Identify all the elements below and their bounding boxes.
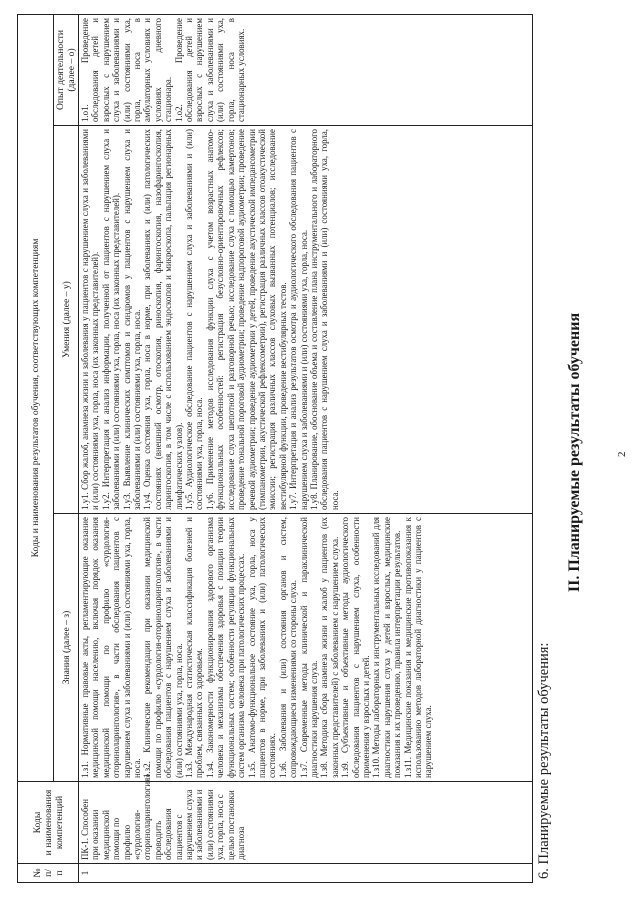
- knowledge-cell: [79, 514, 533, 782]
- header-num: № п/п: [18, 864, 79, 883]
- knowledge-item: 1.з7. Современные методы клинической и параклинической диагностики нарушения слуха.: [298, 517, 319, 778]
- experience-item: 1.о1. Проведение обследования детей и взрослых с нарушением слуха и заболеваниями и (или) состояниями уха, горла, носа в амбулаторных условиях и условиях дневного стационара.: [80, 18, 174, 122]
- learning-outcomes-table: [17, 14, 533, 883]
- knowledge-item: 1.з3. Международная статистическая классификация болезней и проблем, связанных со здоровьем.: [184, 517, 205, 778]
- skill-item: 1.у5. Аудиологическое обследование пациентов с нарушением слуха и заболеваниями и (или) состояниями уха, горла, носа.: [184, 129, 205, 510]
- main-title: II. Планируемые результаты обучения: [566, 312, 583, 593]
- skill-item: 1.у7. Интерпретация и анализ результатов осмотра и аудиологического обследования пациентов с нарушением слуха и заболеваниями и (или) состояниями уха, горла, носа.: [288, 129, 309, 510]
- knowledge-item: 1.з9. Субъективные и объективные методы аудиологического обследования пациентов с нарушением слуха, особенности применения у взрослых и детей.: [340, 517, 371, 778]
- skill-item: 1.у3. Выявление клинических симптомов и синдромов у пациентов с нарушением слуха и заболеваниями и (или) состояниями уха, горла, носа.: [121, 129, 143, 510]
- header-competence-code: Коды и наименования компетенций: [18, 782, 79, 864]
- section-title: 6. Планируемые результаты обучения:: [536, 642, 552, 879]
- knowledge-item: 1.з1. Нормативные правовые акты, регламентирующие оказание медицинской помощи населению, включая порядок оказания медицинской помощи по профилю «сурдология-оториноларингология», в части обследования пациентов с нарушением слуха и заболеваниями и (или) состояниями уха, горла, носа.: [80, 517, 143, 778]
- knowledge-item: 1.з6. Заболевания и (или) состояния органов и систем, сопровождающиеся изменениями со стороны слуха.: [277, 517, 299, 778]
- skill-item: 1.у6. Применение методов исследования функции слуха с учетом возрастных анатомо-функциональных особенностей: регистрация безусловно-ориентировочных рефлексов; исследование слуха шепотной и разговорной речью; исследование слуха с помощью камертонов; проведение тональной пороговой аудиометрии; проведение надпороговой аудиометрии; проведение речевой аудиометрии; проведение аудиометрии у детей, проведение акустической импедансометрии (тимпанометрии, акустической рефлексометрии), регистрация различных классов отоакустической эмиссии; регистрация различных классов слуховых вызванных потенциалов; исследование вестибулярной функции, проведение вестибулярных тестов.: [204, 129, 288, 510]
- skill-item: 1.у4. Оценка состояния уха, горла, носа в норме, при заболеваниях и (или) патологических состояниях (внешний осмотр, отоскопия, риноскопия, фарингоскопия, назофарингоскопия, ларингоскопия, в том числе с использованием эндоскопов и микроскопа, пальпация регионарных лимфатических узлов).: [142, 129, 184, 510]
- skills-cell: [79, 126, 533, 514]
- knowledge-item: 1.з5. Анатомо-функциональное состояние уха, горла, носа у пациентов в норме, при заболеваниях и (или) патологических состояниях.: [246, 517, 278, 778]
- header-skills: Умения (далее – у): [54, 126, 79, 514]
- experience-cell: [79, 15, 533, 126]
- knowledge-item: 1.з10. Методы лабораторных и инструментальных исследований для диагностики нарушения слуха у детей и взрослых, медицинские показания к их проведению, правила интерпретации результатов.: [371, 517, 403, 778]
- header-experience: Опыт деятельности (далее – о): [54, 15, 79, 126]
- experience-item: 1.о2. Проведение обследования детей и взрослых с нарушением слуха и заболеваниями и (или) состояниями уха, горла, носа в стационарных условиях.: [173, 18, 247, 122]
- skill-item: 1.у8. Планирование, обоснование объема и составление плана инструментального и лабораторного обследования пациентов с нарушением слуха и заболеваниями и (или) состояниями уха, горла, носа.: [308, 129, 340, 510]
- knowledge-item: 1.з8. Методика сбора анамнеза жизни и жалоб у пациентов (их законных представителей) с заболеванием с нарушением слуха.: [319, 517, 340, 778]
- knowledge-item: 1.з4. Закономерности функционирования здорового организма человека и механизмы обеспечения здоровья с позиции теории функциональных систем; особенности регуляции функциональных систем организма человека при патологических процессах.: [204, 517, 247, 778]
- skill-item: 1.у2. Интерпретация и анализ информации, полученной от пациентов с нарушением слуха и заболеваниями и (или) состояниями уха, горла, носа (их законных представителей).: [100, 129, 122, 510]
- row-num: 1: [79, 864, 533, 883]
- table-row: [79, 15, 533, 883]
- header-knowledge: Знания (далее – з): [54, 514, 79, 782]
- page-number: 2: [616, 451, 628, 457]
- skill-item: 1.у1. Сбор жалоб, анамнеза жизни и заболевания у пациентов с нарушением слуха и заболеваниями и (или) состояниями уха, горла, носа (их законных представителей).: [80, 129, 101, 510]
- competence-code-cell: ПК-1. Способен при оказании медицинской помощи по профилю «сурдология-оториноларингология» проводить обследования пациентов с нарушением слуха и заболеваниями и (или) состояниями уха, горла, носа с целью постановки диагноза: [79, 782, 533, 864]
- knowledge-item: 1.з2. Клинические рекомендации при оказании медицинской помощи по профилю «сурдология-оториноларингология», в части обследования пациентов с нарушением слуха и заболеваниями и (или) состояниями уха, горла, носа.: [142, 517, 184, 778]
- header-results-group: Коды и наименования результатов обучения, соответствующих компетенциям: [18, 15, 54, 782]
- knowledge-item: 1.з11. Медицинские показания и медицинские противопоказания к использованию методов лабораторной диагностики у пациентов с нарушением слуха.: [402, 517, 434, 778]
